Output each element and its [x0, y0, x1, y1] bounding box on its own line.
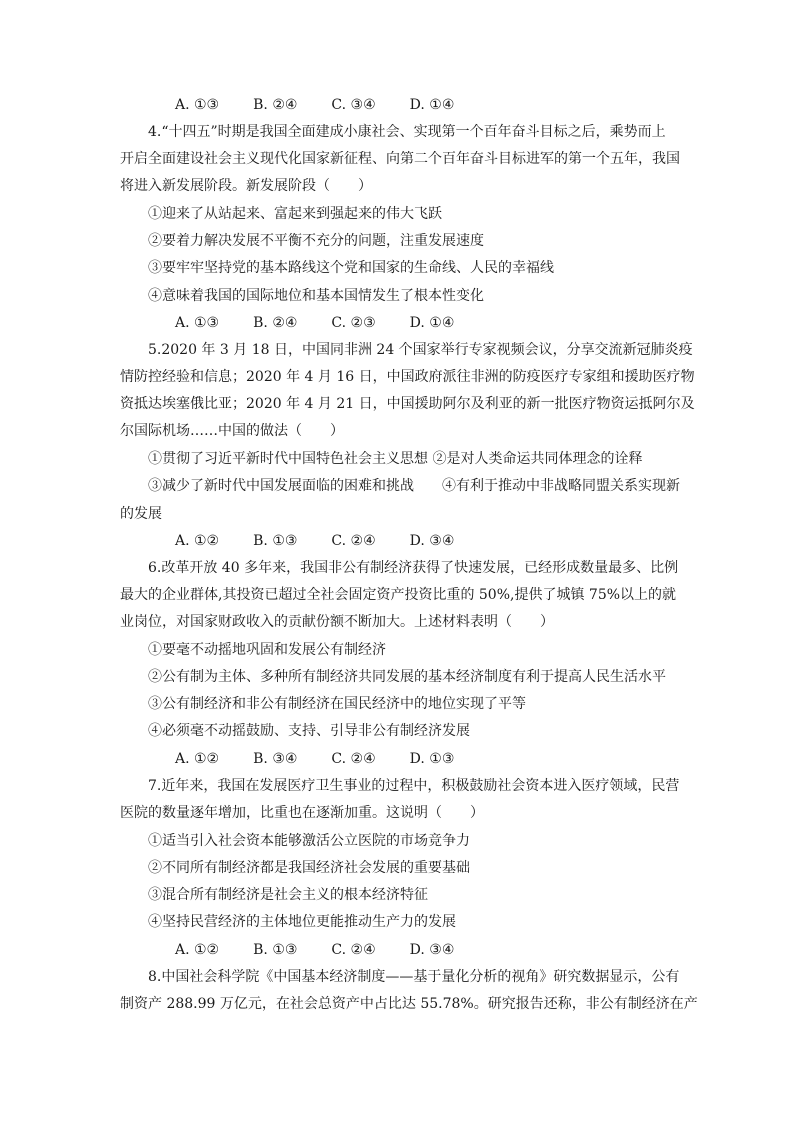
question-item: ①要毫不动摇地巩固和发展公有制经济 — [148, 642, 386, 658]
question-item: ③混合所有制经济是社会主义的根本经济特征 — [148, 887, 428, 903]
question-item: ③要牢牢坚持党的基本路线这个党和国家的生命线、人民的幸福线 — [148, 260, 554, 276]
question-stem-line: 业岗位，对国家财政收入的贡献份额不断加大。上述材料表明（ ） — [120, 614, 554, 630]
question-item: ②要着力解决发展不平衡不充分的问题，注重发展速度 — [148, 233, 484, 249]
question-item: ③公有制经济和非公有制经济在国民经济中的地位实现了平等 — [148, 696, 526, 712]
question-item: ①贯彻了习近平新时代中国特色社会主义思想 ②是对人类命运共同体理念的诠释 — [148, 451, 643, 467]
question-stem-line: 7.近年来，我国在发展医疗卫生事业的过程中，积极鼓励社会资本进入医疗领域，民营 — [148, 778, 680, 794]
question-stem-line: 6.改革开放 40 多年来，我国非公有制经济获得了快速发展，已经形成数量最多、比例 — [148, 560, 679, 576]
q7-options — [175, 940, 454, 960]
option: B. ③④ — [253, 751, 298, 767]
question-item: 的发展 — [120, 506, 162, 522]
question-stem-line: 尔国际机场……中国的做法（ ） — [120, 423, 344, 439]
q5-options — [175, 531, 454, 551]
option: D. ①④ — [409, 97, 455, 113]
option: A. ①② — [175, 942, 220, 958]
q3-options — [175, 95, 454, 115]
option: C. ②④ — [331, 751, 376, 767]
option: A. ①② — [175, 533, 220, 549]
option: D. ③④ — [409, 942, 455, 958]
option: B. ②④ — [253, 315, 298, 331]
q6-options — [175, 749, 454, 769]
option: C. ②④ — [331, 533, 376, 549]
question-item: ①适当引入社会资本能够激活公立医院的市场竞争力 — [148, 833, 470, 849]
question-item: ④坚持民营经济的主体地位更能推动生产力的发展 — [148, 914, 456, 930]
question-stem-line: 最大的企业群体,其投资已超过全社会固定资产投资比重的 50%,提供了城镇 75%以上的就 — [120, 587, 677, 603]
option: A. ①② — [175, 751, 220, 767]
q4-options — [175, 313, 454, 333]
option: A. ①③ — [175, 97, 220, 113]
option: B. ①③ — [253, 942, 298, 958]
option: C. ②③ — [331, 315, 376, 331]
question-item: ①迎来了从站起来、富起来到强起来的伟大飞跃 — [148, 206, 442, 222]
option: C. ②④ — [331, 942, 376, 958]
question-stem-line: 8.中国社会科学院《中国基本经济制度——基于量化分析的视角》研究数据显示，公有 — [148, 969, 680, 985]
option: B. ①③ — [253, 533, 298, 549]
question-item: ④意味着我国的国际地位和基本国情发生了根本性变化 — [148, 288, 484, 304]
question-stem-line: 医院的数量逐年增加，比重也在逐渐加重。这说明（ ） — [120, 805, 484, 821]
option: C. ③④ — [331, 97, 376, 113]
option: B. ②④ — [253, 97, 298, 113]
option: D. ③④ — [409, 533, 455, 549]
question-stem-line: 开启全面建设社会主义现代化国家新征程、向第二个百年奋斗目标进军的第一个五年，我国 — [120, 151, 680, 167]
question-stem-line: 资抵达埃塞俄比亚；2020 年 4 月 21 日，中国援助阿尔及利亚的新一批医疗物资运抵阿尔及 — [120, 396, 695, 412]
question-stem-line: 情防控经验和信息；2020 年 4 月 16 日，中国政府派往非洲的防疫医疗专家组和援助医疗物 — [120, 369, 695, 385]
question-item: ④必须毫不动摇鼓励、支持、引导非公有制经济发展 — [148, 723, 470, 739]
option: A. ①③ — [175, 315, 220, 331]
question-stem-line: 5.2020 年 3 月 18 日，中国同非洲 24 个国家举行专家视频会议，分享交流新冠肺炎疫 — [148, 342, 693, 358]
option: D. ①④ — [409, 315, 455, 331]
question-item: ②公有制为主体、多种所有制经济共同发展的基本经济制度有利于提高人民生活水平 — [148, 669, 666, 685]
question-stem-line: 4.“十四五”时期是我国全面建成小康社会、实现第一个百年奋斗目标之后，乘势而上 — [148, 124, 666, 140]
question-item: ②不同所有制经济都是我国经济社会发展的重要基础 — [148, 860, 470, 876]
option: D. ①③ — [409, 751, 455, 767]
question-stem-line: 将进入新发展阶段。新发展阶段（ ） — [120, 178, 372, 194]
question-item: ③减少了新时代中国发展面临的困难和挑战 ④有利于推动中非战略同盟关系实现新 — [148, 478, 680, 494]
question-stem-line: 制资产 288.99 万亿元，在社会总资产中占比达 55.78%。研究报告还称，非公有制经济在产 — [120, 996, 698, 1012]
